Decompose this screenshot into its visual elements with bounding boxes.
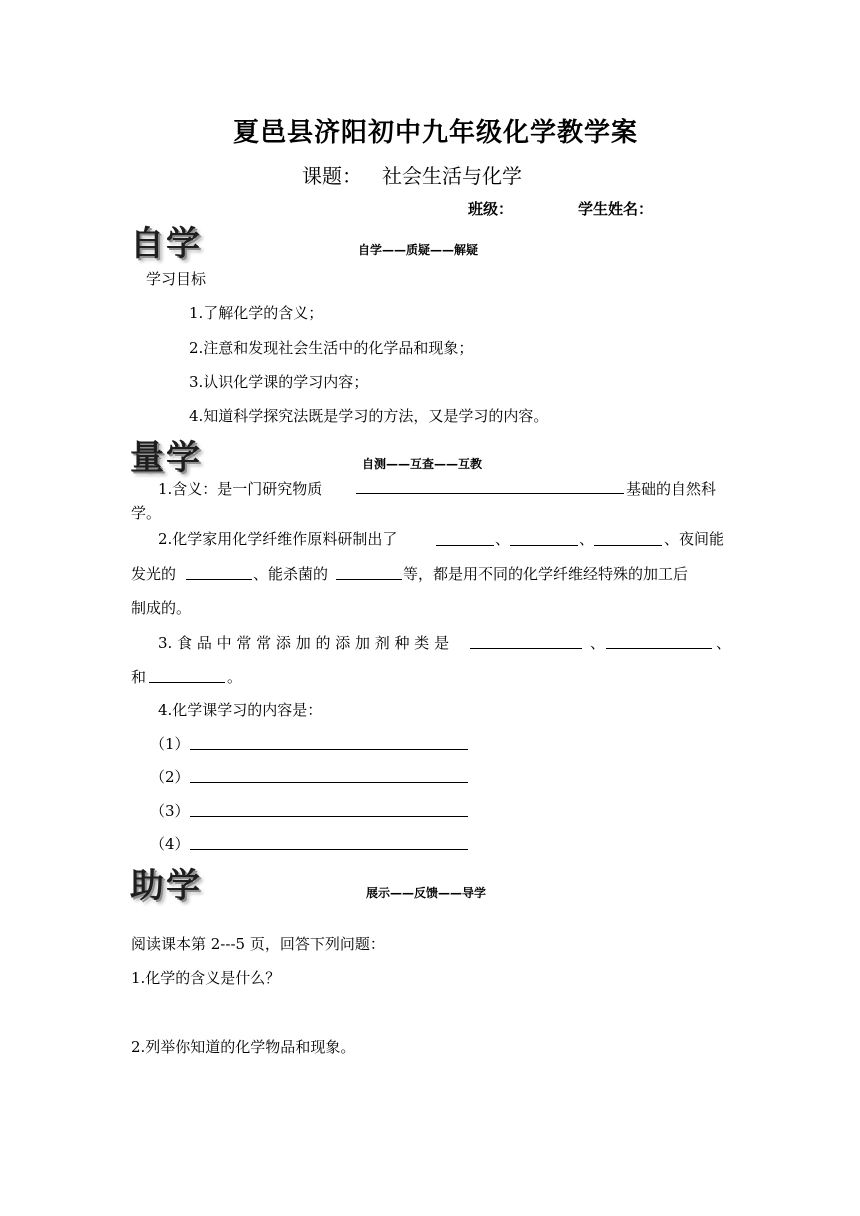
question-2-text: 发光的	[131, 565, 177, 583]
question-1-text-wrap: 学。	[131, 504, 162, 522]
question-2-text-wrap: 制成的。	[131, 599, 192, 617]
question-2-text-end: 、夜间能	[664, 530, 725, 548]
goals-title: 学习目标	[146, 270, 207, 288]
question-2-text: 等，都是用不同的化学纤维经特殊的加工后	[403, 565, 689, 583]
separator: 、	[495, 530, 511, 548]
answer-line[interactable]	[190, 749, 468, 750]
answer-blank[interactable]	[149, 682, 225, 683]
question-3-end: 。	[227, 668, 243, 686]
answer-blank[interactable]	[356, 493, 624, 494]
answer-blank[interactable]	[510, 545, 578, 546]
question-item: 2.列举你知道的化学物品和现象。	[131, 1038, 356, 1056]
separator: 、	[590, 634, 606, 652]
question-3-text: 3. 食 品 中 常 常 添 加 的 添 加 剂 种 类 是	[158, 634, 450, 652]
topic-text: 社会生活与化学	[382, 164, 522, 188]
answer-blank[interactable]	[186, 579, 252, 580]
goal-item: 2.注意和发现社会生活中的化学品和现象；	[189, 339, 474, 357]
question-1-text-end: 基础的自然科	[626, 480, 717, 498]
goal-item: 4.知道科学探究法既是学习的方法，又是学习的内容。	[189, 407, 549, 425]
answer-blank[interactable]	[606, 648, 712, 649]
class-label: 班级：	[468, 200, 514, 218]
separator: 、	[716, 634, 732, 652]
page-title: 夏邑县济阳初中九年级化学教学案	[233, 118, 639, 148]
answer-blank[interactable]	[470, 648, 582, 649]
answer-blank[interactable]	[436, 545, 494, 546]
section-badge-measure: 量学	[130, 438, 202, 478]
section-motto-3: 展示——反馈——导学	[366, 886, 487, 900]
answer-line[interactable]	[190, 816, 468, 817]
separator: 、	[579, 530, 595, 548]
section-motto-2: 自测——互查——互教	[362, 457, 483, 471]
section-motto-1: 自学——质疑——解疑	[358, 243, 479, 257]
goal-item: 1.了解化学的含义；	[189, 304, 324, 322]
topic-label: 课题：	[302, 164, 362, 188]
answer-blank[interactable]	[594, 545, 662, 546]
section-badge-self-study: 自学	[130, 224, 202, 264]
goal-item: 3.认识化学课的学习内容；	[189, 373, 369, 391]
question-3-text: 和	[131, 668, 147, 686]
question-2-text: 、能杀菌的	[253, 565, 329, 583]
list-item-number: （2）	[150, 768, 190, 786]
list-item-number: （3）	[150, 802, 190, 820]
list-item-number: （4）	[150, 835, 190, 853]
section-badge-assist: 助学	[130, 866, 202, 906]
answer-line[interactable]	[190, 849, 468, 850]
question-2-text: 2.化学家用化学纤维作原料研制出了	[158, 530, 398, 548]
question-item: 1.化学的含义是什么？	[131, 969, 281, 987]
answer-line[interactable]	[190, 782, 468, 783]
question-1-text: 1.含义：是一门研究物质	[158, 480, 323, 498]
list-item-number: （1）	[150, 735, 190, 753]
question-4-text: 4.化学课学习的内容是：	[158, 701, 323, 719]
answer-blank[interactable]	[336, 579, 402, 580]
reading-instruction: 阅读课本第 2---5 页，回答下列问题：	[131, 935, 385, 953]
student-name-label: 学生姓名：	[578, 200, 654, 218]
